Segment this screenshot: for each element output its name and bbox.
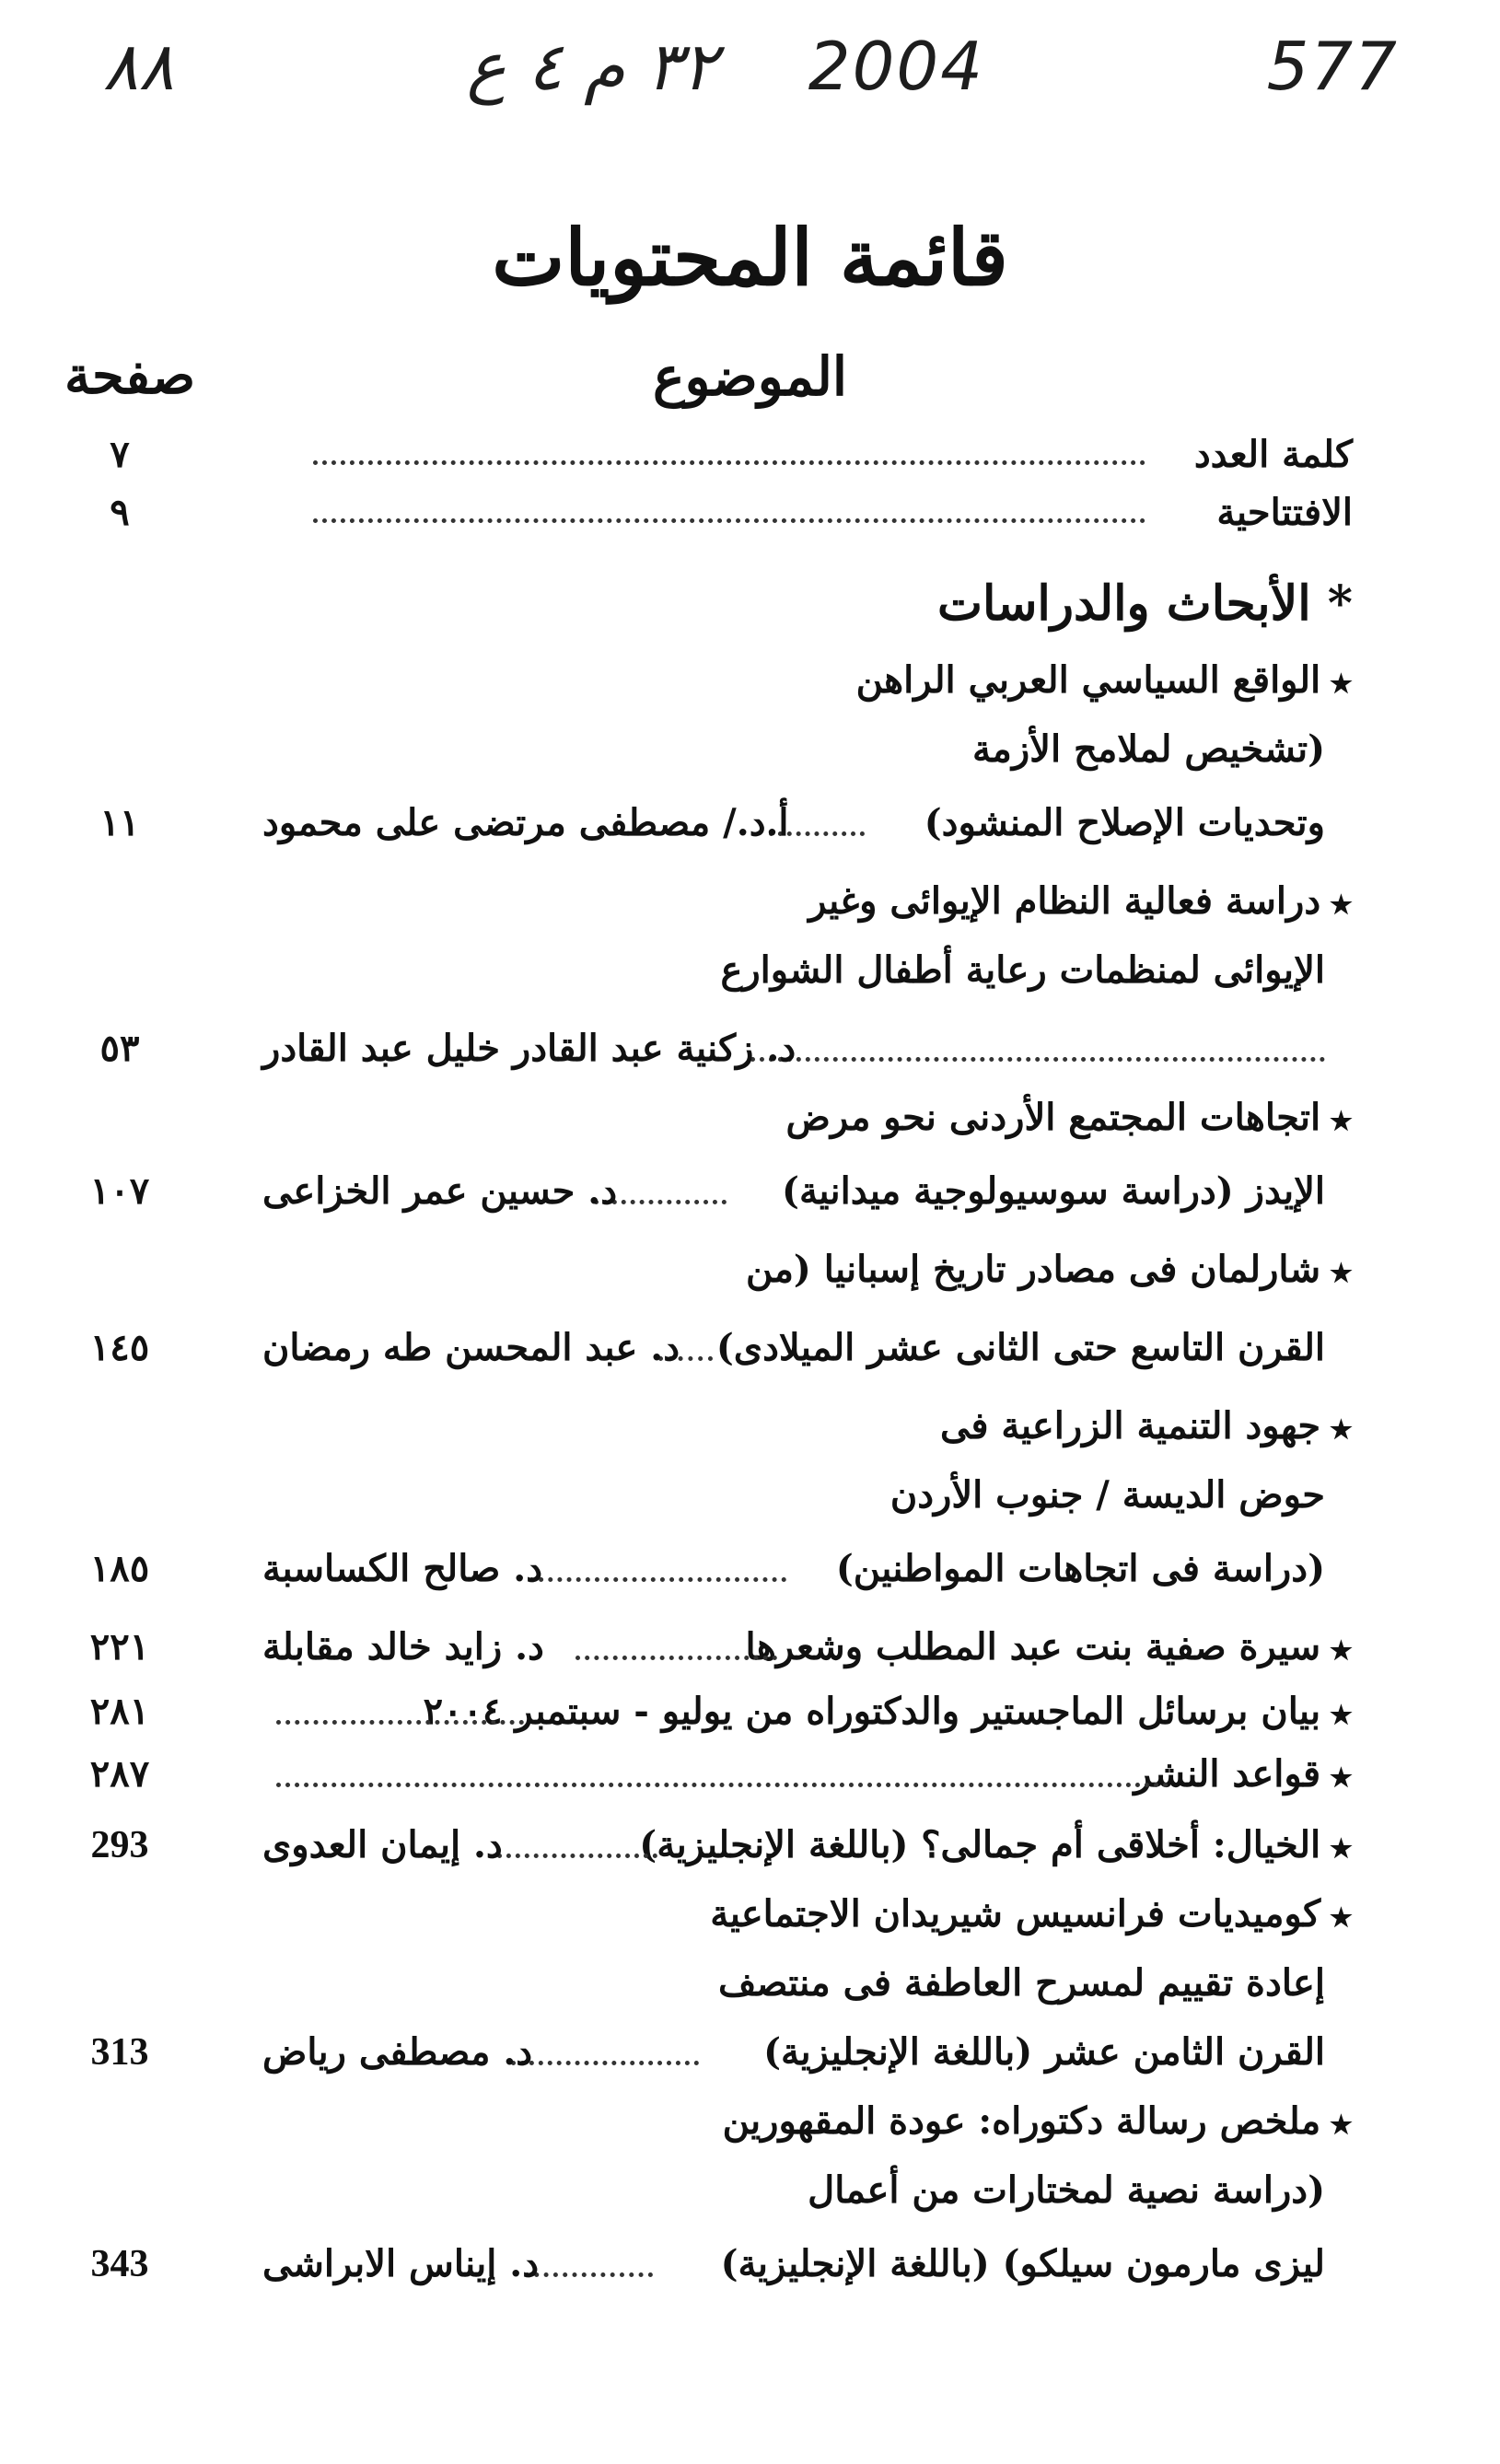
entry-title-line: ★ اتجاهات المجتمع الأردنى نحو مرض: [786, 1096, 1353, 1139]
entry-title-line: الإيوائى لمنظمات رعاية أطفال الشوارع: [720, 948, 1325, 992]
handwritten-note-year: 2004: [808, 28, 984, 105]
page-number: ٢٨٧: [89, 1752, 150, 1796]
page-number: ١٨٥: [89, 1547, 150, 1590]
entry-author: أ.د./ مصطفى مرتضى على محمود: [262, 801, 789, 844]
entry-author: د. صالح الكساسبة: [262, 1547, 543, 1590]
leader-dots: [276, 1783, 1169, 1787]
entry-title-line: ★ ملخص رسالة دكتوراه: عودة المقهورين: [723, 2099, 1353, 2143]
entry-author: د. مصطفى رياض: [262, 2030, 533, 2074]
leader-dots: [313, 518, 1145, 523]
entry-title-line: (دراسة فى اتجاهات المواطنين): [835, 1547, 1325, 1590]
page-number: ٧: [110, 433, 130, 476]
page-column-header: صفحة: [64, 345, 196, 406]
leader-dots: [529, 1577, 786, 1582]
leader-dots: [313, 460, 1145, 465]
entry-title-line: (تشخيص لملامح الأزمة: [971, 727, 1325, 771]
entry-title-line: ★ شارلمان فى مصادر تاريخ إسبانيا (من: [746, 1248, 1353, 1291]
leader-dots: [497, 1854, 657, 1858]
entry-title-line: ★ كوميديات فرانسيس شيريدان الاجتماعية: [710, 1892, 1353, 1935]
entry-title-line: ★ الخيال: أخلاقى أم جمالى؟ (باللغة الإنجليزية): [639, 1823, 1353, 1866]
page-number: ١٤٥: [89, 1326, 150, 1369]
entry-author: د. إيمان العدوى: [262, 1823, 503, 1866]
page-number: ٢٨١: [89, 1690, 150, 1733]
page-number: ٩: [110, 491, 130, 534]
entry-title-line: ★ جهود التنمية الزراعية فى: [940, 1404, 1353, 1447]
page-number: 313: [90, 2031, 149, 2074]
entry-title-line: ★ الواقع السياسي العربي الراهن: [856, 658, 1353, 702]
entry-author: د. زكنية عبد القادر خليل عبد القادر: [262, 1027, 797, 1070]
leader-dots: [276, 1720, 524, 1725]
entry-title-line: القرن الثامن عشر (باللغة الإنجليزية): [763, 2030, 1325, 2074]
entry-title-line: وتحديات الإصلاح المنشود): [924, 801, 1325, 844]
page-title: قائمة المحتويات: [492, 212, 1008, 303]
entry-title-line: إعادة تقييم لمسرح العاطفة فى منتصف: [717, 1961, 1325, 2005]
page-number: ٢٢١: [89, 1625, 150, 1668]
leader-dots: [576, 1656, 777, 1660]
page-number: ١٠٧: [89, 1169, 150, 1213]
front-item-title: الافتتاحية: [1216, 491, 1353, 534]
entry-author: د. زايد خالد مقابلة: [262, 1625, 544, 1668]
entry-title-line: ★ قواعد النشر: [1134, 1752, 1353, 1796]
entry-title-line: ليزى مارمون سيلكو) (باللغة الإنجليزية): [720, 2242, 1325, 2285]
entry-title-line: الإيدز (دراسة سوسيولوجية ميدانية): [782, 1169, 1325, 1213]
page-number: ١١: [99, 801, 140, 844]
entry-title-line: (دراسة نصية لمختارات من أعمال: [808, 2168, 1325, 2212]
leader-dots: [750, 1057, 1325, 1062]
handwritten-note-reference: ٣٢ م ٤ ع: [466, 28, 717, 105]
entry-title-line: ★ سيرة صفية بنت عبد المطلب وشعرها: [746, 1625, 1353, 1668]
entry-title-line: حوض الديسة / جنوب الأردن: [890, 1473, 1325, 1517]
entry-author: د. إيناس الابراشى: [262, 2242, 540, 2285]
entry-title-line: ★ دراسة فعالية النظام الإيوائى وغير: [808, 879, 1353, 923]
leader-dots: [511, 2061, 699, 2065]
front-item-title: كلمة العدد: [1193, 433, 1353, 476]
handwritten-note-code: ٨٨: [102, 28, 174, 105]
section-heading: * الأبحاث والدراسات: [937, 575, 1353, 632]
page-number: 343: [90, 2243, 149, 2285]
entry-title-line: ★ بيان برسائل الماجستير والدكتوراه من يوليو - سبتمبر ٢٠٠٤: [424, 1690, 1353, 1733]
page-number: ٥٣: [99, 1027, 140, 1070]
topic-column-header: الموضوع: [652, 345, 848, 408]
entry-author: د. حسين عمر الخزاعى: [262, 1169, 618, 1213]
leader-dots: [525, 2272, 653, 2277]
page-number: 293: [90, 1824, 149, 1866]
handwritten-note-number: 577: [1266, 28, 1399, 105]
entry-title-line: القرن التاسع حتى الثانى عشر الميلادى): [715, 1326, 1325, 1369]
entry-author: د. عبد المحسن طه رمضان: [262, 1326, 680, 1369]
